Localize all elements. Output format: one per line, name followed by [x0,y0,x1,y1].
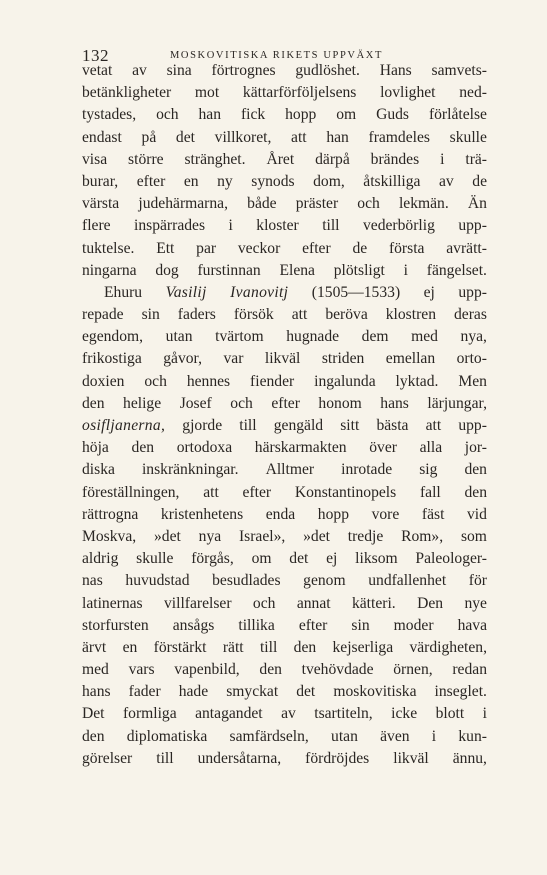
italic-word: osifljanerna, [82,417,166,434]
word: upp- [458,417,487,434]
text-line [82,659,487,681]
word: faders [177,306,216,324]
word: de [472,172,487,190]
word: han [198,106,222,124]
word: en [122,638,138,656]
word: örnen, [393,661,433,679]
italic-word: Ivanovitj [230,283,289,301]
word: ingalunda [314,372,376,390]
word: åtskilliga [363,172,421,190]
word: hopp [317,505,349,523]
word: och [230,394,253,412]
word: beröva [325,306,368,324]
word: efter [302,239,331,257]
word: över [369,439,397,457]
text-line [82,482,487,504]
word: i [403,261,408,279]
word: latinernas [82,594,143,612]
word: ej [326,550,338,568]
text-line [82,193,487,215]
word: par [196,239,217,257]
word: och [156,106,179,124]
word: Den [417,594,444,612]
word: dom, [313,172,345,190]
word: repade [82,306,124,324]
word: den [464,483,487,501]
word: gudlöshet. [295,62,360,79]
word: den [82,394,105,412]
word: orto- [456,350,487,368]
word: med [411,328,438,346]
word: förstärkt [153,638,207,656]
word: hans [82,683,111,701]
word: skulle [136,550,174,568]
word: till [322,217,340,235]
word: Det [82,705,105,723]
word: efter [242,483,272,501]
word: stränghet. [184,150,246,168]
word: genom [303,572,346,590]
word: av [132,62,147,79]
word: betänkligheter [82,84,172,102]
word: sin [351,616,370,634]
word: dem [361,328,389,346]
word: sitt [340,417,360,434]
word: huvudstad [125,572,190,590]
word: moder [393,616,434,634]
word: tvehövdade [301,661,374,679]
word: mot [194,84,220,102]
word: endast [82,128,122,146]
word: Men [458,372,487,390]
text-line [82,548,487,570]
word: vid [467,505,487,523]
word: tsartiteln, [314,705,373,723]
word: för [468,572,487,590]
word: fördröjdes [305,749,370,767]
word: dog [155,261,179,279]
word: de [352,239,368,257]
running-title: MOSKOVITISKA RIKETS UPPVÄXT [170,50,383,61]
word: judehärmarna, [138,195,228,213]
word: deras [454,306,487,324]
word: vars [128,661,155,679]
word: nas [82,572,103,590]
word: i [431,727,437,745]
word: »det [303,527,330,545]
word: om [251,550,272,568]
italic-word: Vasilij [165,283,207,301]
word: det [296,683,316,701]
word: till [239,417,257,434]
word: likväl [393,749,429,767]
text-line [82,748,487,770]
text-line [82,371,487,393]
word: härskarmakten [254,439,347,457]
word: brändes [370,150,420,168]
word: efter [298,616,328,634]
word: hade [178,683,209,701]
word: höja [82,439,109,457]
word: den [293,638,317,656]
word: vapenbild, [174,661,240,679]
word: (1505—1533) [311,283,401,301]
word: lovlighet [380,84,436,102]
text-line [82,82,487,104]
word: frikostiga [82,350,142,368]
word: Elena [279,261,315,279]
text-line [82,127,487,149]
word: lyktad. [395,372,439,390]
word: Än [467,195,487,213]
word: den [82,727,105,745]
word: Rom», [401,527,444,545]
word: förgås, [191,550,234,568]
word: som [460,527,487,545]
word: fall [419,483,441,501]
word: formliga [122,705,177,723]
body-text [82,60,487,770]
text-line [82,681,487,703]
word: ned- [459,84,487,102]
word: görelser [82,749,133,767]
word: i [482,705,487,723]
word: Året [266,150,295,168]
word: tillika [238,616,275,634]
word: tuktelse. [82,239,135,257]
word: liksom [355,550,398,568]
word: värdigheten, [409,638,487,656]
word: honom [318,394,362,412]
word: ej [423,283,435,301]
word: Guds [376,106,410,124]
word: till [259,638,278,656]
word: och [252,594,276,612]
word: furstinnan [197,261,261,279]
text-line [82,60,487,82]
word: även [380,727,410,745]
word: den [259,661,282,679]
word: lärjungar, [427,394,487,412]
word: om [336,106,357,124]
word: avrätt- [446,239,487,257]
text-line [82,459,487,481]
word: smyckat [226,683,279,701]
word: striden [321,350,365,368]
word: den [464,461,487,479]
text-line [82,593,487,615]
word: nya, [460,328,487,346]
text-line [82,504,487,526]
word: skulle [449,128,487,146]
word: första [388,239,425,257]
text-line [82,637,487,659]
word: hopp [285,106,317,124]
word: Ehuru [104,283,143,301]
word: bästa [376,417,409,434]
word: hugnade [286,328,340,346]
word: gjorde [182,417,223,434]
word: annat [296,594,331,612]
word: tvärtom [215,328,264,346]
word: helige [123,394,162,412]
word: moskovitiska [333,683,417,701]
word: ännu, [452,749,487,767]
word: utan [165,328,193,346]
word: blott [435,705,465,723]
word: villfarelser [164,594,232,612]
text-line [82,149,487,171]
word: Alltmer [265,461,315,479]
word: ortodoxa [176,439,233,457]
word: synods [251,172,295,190]
word: Ett [156,239,175,257]
word: ny [217,172,233,190]
word: var [223,350,244,368]
text-line [82,437,487,459]
word: fängelset. [426,261,487,279]
word: rättrogna [82,505,139,523]
word: alla [419,439,443,457]
word: sin [141,306,160,324]
word: ansågs [172,616,215,634]
word: kättarförföljelsens [242,84,357,102]
word: burar, [82,172,119,190]
word: vetat [82,62,113,79]
word: enda [265,505,296,523]
text-line [82,415,487,437]
word: »det [153,527,181,545]
word: föreställningen, [82,483,180,501]
word: större [128,150,164,168]
word: i [228,217,233,235]
page-number: 132 [82,46,109,65]
word: tystades, [82,106,137,124]
word: fäst [421,505,445,523]
word: att [425,417,442,434]
word: inseglet. [434,683,487,701]
word: samfärdseln, [229,727,309,745]
word: storfursten [82,616,149,634]
word: gengäld [273,417,324,434]
word: försök [233,306,274,324]
word: upp- [458,217,487,235]
word: kun- [458,727,487,745]
word: framdeles [368,128,430,146]
word: inrotade [341,461,393,479]
word: av [281,705,296,723]
word: diplomatiska [126,727,208,745]
word: upp- [458,283,487,301]
word: gåvor, [163,350,203,368]
word: lekmän. [398,195,449,213]
word: doxien [82,372,125,390]
word: sina [166,62,192,79]
word: trä- [465,150,487,168]
text-line [82,570,487,592]
word: Moskva, [82,527,137,545]
word: hans [380,394,409,412]
text-line [82,726,487,748]
word: efter [271,394,300,412]
word: den [131,439,155,457]
word: fader [128,683,161,701]
word: präster [295,195,339,213]
word: Josef [179,394,212,412]
word: klostren [385,306,436,324]
word: att [291,306,308,324]
word: nya [198,527,222,545]
text-line [82,526,487,548]
text-line [82,282,487,304]
word: förtrognes [211,62,276,79]
word: inspärrades [134,217,206,235]
word: redan [452,661,487,679]
word: både [247,195,277,213]
word: det [289,550,309,568]
word: emellan [385,350,436,368]
word: villkoret, [214,128,272,146]
word: egendom, [82,328,144,346]
word: undfallenhet [368,572,447,590]
word: veckor [237,239,281,257]
word: jor- [464,439,487,457]
word: en [183,172,199,190]
word: med [82,661,109,679]
text-line [82,348,487,370]
word: fick [240,106,266,124]
word: kätteri. [351,594,396,612]
word: Israel», [238,527,286,545]
word: vederbörlig [362,217,435,235]
word: antagandet [195,705,263,723]
word: likväl [264,350,301,368]
word: och [357,195,380,213]
word: värsta [82,195,120,213]
text-line [82,304,487,326]
word: efter [136,172,166,190]
word: på [141,128,157,146]
word: plötsligt [333,261,385,279]
word: förlåtelse [428,106,487,124]
word: Paleologer- [415,550,487,568]
word: samvets- [431,62,487,79]
word: inskränkningar. [141,461,239,479]
text-line [82,215,487,237]
word: Konstantinopels [294,483,397,501]
word: det [175,128,195,146]
text-line [82,703,487,725]
text-line [82,238,487,260]
text-line [82,615,487,637]
word: icke [391,705,418,723]
word: han [326,128,349,146]
word: av [439,172,454,190]
word: diska [82,461,115,479]
word: rätt [222,638,244,656]
word: därpå [315,150,350,168]
text-line [82,393,487,415]
word: ningarna [82,261,137,279]
word: och [144,372,167,390]
word: undersåtarna, [197,749,282,767]
word: besudlades [212,572,281,590]
word: Hans [379,62,412,79]
word: vore [371,505,400,523]
text-line [82,260,487,282]
word: aldrig [82,550,119,568]
word: att [203,483,219,501]
word: visa [82,150,108,168]
word: att [291,128,307,146]
word: kejserliga [332,638,394,656]
word: nye [464,594,487,612]
word: hennes [186,372,231,390]
word: kloster [256,217,299,235]
word: kristenhetens [160,505,244,523]
word: hava [457,616,487,634]
word: sig [419,461,438,479]
text-line [82,171,487,193]
word: fiender [250,372,295,390]
text-line [82,104,487,126]
word: i [440,150,445,168]
word: flere [82,217,111,235]
text-line [82,326,487,348]
word: ärvt [82,638,107,656]
word: tredje [347,527,384,545]
word: till [156,749,174,767]
word: utan [331,727,358,745]
